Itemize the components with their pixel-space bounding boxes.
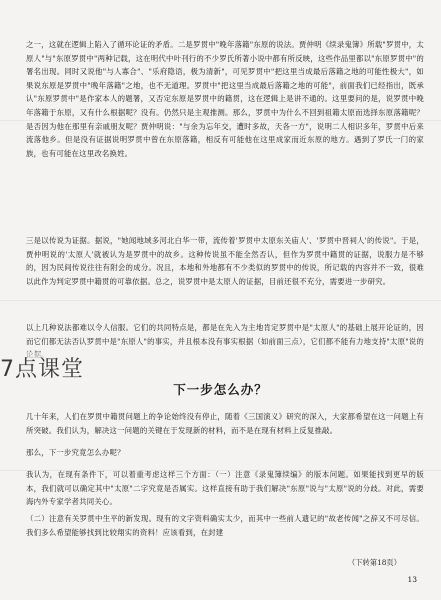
paragraph-new-discoveries: （二）注意有关罗贯中生平的新发现。现有的文字资料确实太少，而其中一些前人遗记的"故老传闻"之辞又不可尽信。我们多么希望能够找到比较翔实的资料！应该看到，在封建 xyxy=(26,514,424,537)
paragraph-summary: 以上几种说法都难以令人信服。它们的共同特点是，都是在先入为主地肯定罗贯中是"太原人"的基础上展开论证的，因而它们都无法否认罗贯中是"东原人"的事实，并且根本没有事实根据（如前面三点），它们都不能有力地支持"太原"说的 xyxy=(26,323,424,346)
intro-paragraph: 之一，这就在逻辑上陷入了循环论证的矛盾。二是罗贯中"晚年落籍"东原的说法。贾仲明《续录鬼簿》所载"罗贯中，太原人"与"东原罗贯中"两种记载，这在明代中叶刊行的不少罗氏所著小说中都有所反映，这些作品里都以"东原罗贯中"的署名出现。同时又说他"与人寡合"、"乐府隐语，极为清新"，可见罗贯中"把这里当成最后落籍之地的可能性极大"，如果说东原是罗贯中"晚年落籍"之地，也不无道理。罗贯中"把这里当成最后落籍之地的可能"，前面我们已经指出，既承认"东原罗贯中"是作家本人的题署，又否定东原是罗贯中的籍贯，这在逻辑上是讲不通的。这里要问的是，说罗贯中晚年落籍于东原，又有什么根据呢？没有。仍然只是主观推测。那么，罗贯中为什么不回到祖籍太原而选择东原落籍呢？是否因为他在那里有亲戚朋友呢？贾仲明说："与余为忘年交，遭时多故，天各一方"，说明二人相识多年，罗贯中后来流落他乡。但是没有证据说明罗贯中曾在东原落籍，相反有可能他在这里成家而近东原的地方。遇到了罗氏一门的家族，也有可能在这里改名换姓。 xyxy=(26,40,424,158)
page-number: 13 xyxy=(407,575,417,584)
paragraph-next-steps-intro: 几十年来，人们在罗贯中籍贯问题上的争论始终没有停止，随着《三国演义》研究的深入，大家都希望在这一问题上有所突破。我们认为，解决这一问题的关键在于发现新的材料，而不是在现有材料上反复推敲。 xyxy=(26,412,424,435)
scan-artifact xyxy=(0,300,441,301)
paragraph-legend-evidence: 三是以传说为证据。据说，"她闻地域多河北白华一带，流传着'罗贯中太原东关庙人'、'罗贯中晋祠人'的传说"。于是，贾仲明说的'太原人'就被认为是罗贯中的故乡。这种传说虽不能全然否认，但作为罗贯中籍贯的证据，说服力是不够的，因为民间传说往往有附会的成分。况且，本地和外地都有不少类似的罗贯中的传说，所记载的内容并不一致，很难以此作为判定罗贯中籍贯的可靠依据。总之，说罗贯中是太原人的证据，目前还很不充分，需要进一步研究。 xyxy=(26,236,424,286)
section-heading: 下一步怎么办？ xyxy=(173,382,268,397)
paragraph-question: 那么，下一步究竟怎么办呢？ xyxy=(26,448,125,457)
watermark-label: 7点课堂 xyxy=(0,352,84,383)
paragraph-three-aspects: 我认为，在现有条件下，可以着重考虑这样三个方面：（一）注意《录鬼簿续编》的版本问题。如果能找到更早的版本，我们就可以确定其中"太原"二字究竟是否属实。这样直接有助于我们解决"东原"说与"太原"说的分歧。对此，需要海内外专家学者共同关心。 xyxy=(26,470,424,507)
continued-note: （下转第18页） xyxy=(347,558,401,567)
